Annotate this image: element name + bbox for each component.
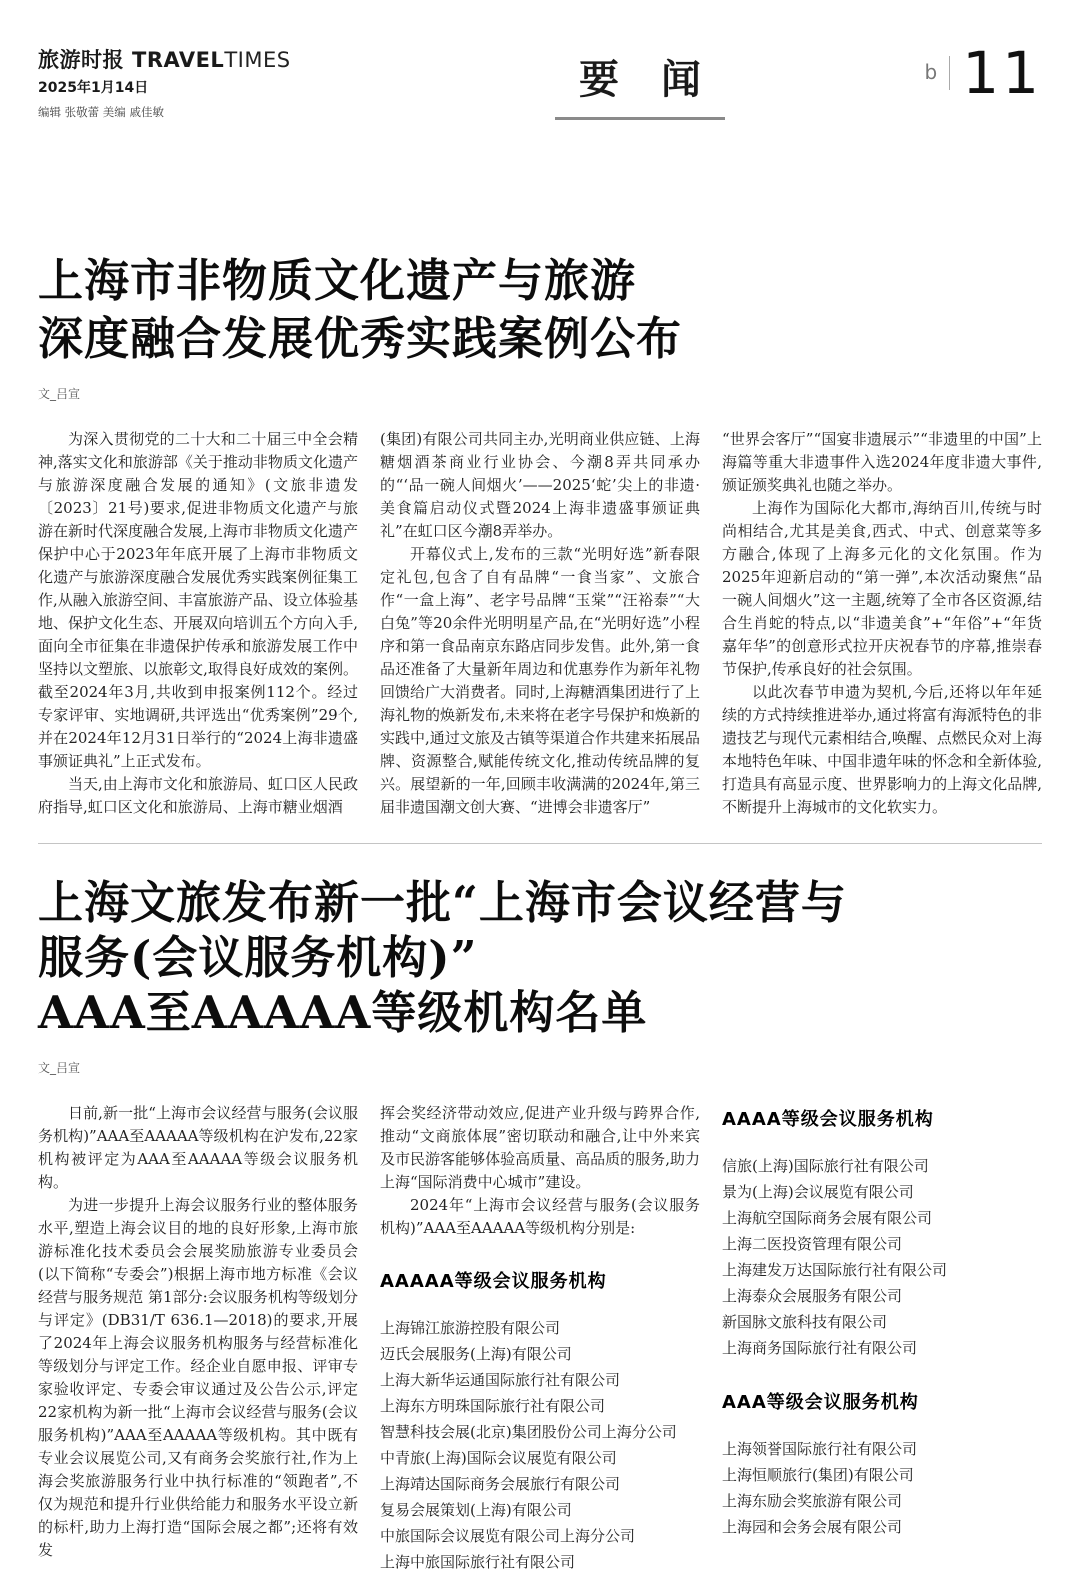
article1-column-2 xyxy=(380,428,700,819)
rating-heading-aaaaa: AAAAA等级会议服务机构 xyxy=(380,1270,607,1292)
company-list-item: 上海建发万达国际旅行社有限公司 xyxy=(722,1260,948,1279)
company-list-item: 中旅国际会议展览有限公司上海分公司 xyxy=(380,1526,636,1545)
paragraph: 为进一步提升上海会议服务行业的整体服务水平,塑造上海会议目的地的良好形象,上海市旅游标准化技术委员会会展奖励旅游专业委员会(以下简称“专委会”)根据上海市地方标准《会议经营与服务规范 第1部分:会议服务机构等级划分与评定》(DB31/T 636.1—2018)的要求,开展了2024年上海会议服务机构服务与经营标准化等级划分与评定工作。经企业自愿申报、评审专家验收评定、专委会审议通过及公告公示,评定22家机构为新一批“上海市会议经营与服务(会议服务机构)”AAA至AAAAA等级机构。其中既有专业会议展览公司,又有商务会奖旅行社,作为上海会奖旅游服务行业中执行标准的“领跑者”,不仅为规范和提升行业供给能力和服务水平设立新的标杆,助力上海打造“国际会展之都”;还将有效发 xyxy=(38,1195,358,1559)
article2-headline xyxy=(38,876,1042,1041)
paragraph: (集团)有限公司共同主办,光明商业供应链、上海糖烟酒茶商业行业协会、今潮8弄共同承办的“‘品一碗人间烟火’——2025‘蛇’尖上的非遗·美食篇启动仪式暨2024上海非遗盛事颁证典礼”在虹口区今潮8弄举办。 xyxy=(380,430,700,541)
company-list-item: 迈氏会展服务(上海)有限公司 xyxy=(380,1344,572,1363)
company-list-item: 上海靖达国际商务会展旅行有限公司 xyxy=(380,1474,621,1493)
company-list-item: 上海园和会务会展有限公司 xyxy=(722,1517,903,1536)
page-corner xyxy=(882,39,1042,107)
article1-column-1 xyxy=(38,428,358,819)
paragraph: “世界会客厅”“国宴非遗展示”“非遗里的中国”上海篇等重大非遗事件入选2024年度非遗大事件,颁证颁奖典礼也随之举办。 xyxy=(722,430,1042,495)
company-list-aaaa xyxy=(722,1153,1042,1361)
company-list-item: 上海二医投资管理有限公司 xyxy=(722,1234,903,1253)
brand-chinese: 旅游时报 xyxy=(38,48,124,72)
paragraph: 挥会奖经济带动效应,促进产业升级与跨界合作,推动“文商旅体展”密切联动和融合,让中外来宾及市民游客能够体验高质量、高品质的服务,助力上海“国际消费中心城市”建设。 xyxy=(380,1103,700,1191)
rating-heading-aaa: AAA等级会议服务机构 xyxy=(722,1391,919,1413)
company-list-aaa xyxy=(722,1436,1042,1540)
company-list-aaaaa xyxy=(380,1315,700,1575)
article2-column-2 xyxy=(380,1102,700,1575)
company-list-item: 上海东方明珠国际旅行社有限公司 xyxy=(380,1396,606,1415)
editors-credit: 编辑 张敬蕾 美编 戚佳敏 xyxy=(38,105,164,119)
section-underline xyxy=(555,117,725,120)
article2-byline: 文_吕宣 xyxy=(38,1060,81,1075)
corner-divider xyxy=(949,56,950,90)
company-list-item: 上海领誉国际旅行社有限公司 xyxy=(722,1439,918,1458)
brand-times: TIMES xyxy=(224,48,291,72)
company-list-item: 上海锦江旅游控股有限公司 xyxy=(380,1318,561,1337)
company-list-item: 上海中旅国际旅行社有限公司 xyxy=(380,1552,576,1571)
paragraph: 以此次春节申遗为契机,今后,还将以年年延续的方式持续推进举办,通过将富有海派特色的非遗技艺与现代元素相结合,唤醒、点燃民众对上海本地特色年味、中国非遗年味的怀念和全新体验,打造具有高显示度、世界影响力的上海文化品牌,不断提升上海城市的文化软实力。 xyxy=(722,683,1042,817)
article2-headline-line1: 上海文旅发布新一批“上海市会议经营与 xyxy=(38,876,847,930)
paragraph: 上海作为国际化大都市,海纳百川,传统与时尚相结合,尤其是美食,西式、中式、创意菜等多方融合,体现了上海多元化的文化氛围。作为2025年迎新启动的“第一弹”,本次活动聚焦“品一碗人间烟火”这一主题,统筹了全市各区资源,结合生肖蛇的特点,以“非遗美食”+“年俗”+“年货嘉年华”的创意形式拉开庆祝春节的序幕,推崇春节保护,传承良好的社会氛围。 xyxy=(722,499,1042,679)
article-conference-ratings xyxy=(38,876,1042,1575)
article1-byline: 文_吕宣 xyxy=(38,387,81,402)
paragraph: 2024年“上海市会议经营与服务(会议服务机构)”AAA至AAAAA等级机构分别是: xyxy=(380,1195,700,1237)
article2-headline-line3: AAA至AAAAA等级机构名单 xyxy=(38,985,648,1039)
company-list-item: 上海恒顺旅行(集团)有限公司 xyxy=(722,1465,914,1484)
company-list-item: 智慧科技会展(北京)集团股份公司上海分公司 xyxy=(380,1422,677,1441)
section-title: 要 闻 xyxy=(579,57,715,103)
company-list-item: 景为(上海)会议展览有限公司 xyxy=(722,1182,914,1201)
page-number: 11 xyxy=(962,39,1042,107)
brand-line xyxy=(38,44,398,74)
paragraph: 当天,由上海市文化和旅游局、虹口区人民政府指导,虹口区文化和旅游局、上海市糖业烟酒 xyxy=(38,775,358,817)
article-nonheritage xyxy=(38,252,1042,819)
article2-column-1 xyxy=(38,1102,358,1575)
company-list-item: 复易会展策划(上海)有限公司 xyxy=(380,1500,572,1519)
company-list-item: 信旅(上海)国际旅行社有限公司 xyxy=(722,1156,929,1175)
rating-heading-aaaa: AAAA等级会议服务机构 xyxy=(722,1108,934,1130)
company-list-item: 新国脉文旅科技有限公司 xyxy=(722,1312,888,1331)
article2-body xyxy=(38,1102,1042,1575)
paragraph: 为深入贯彻党的二十大和二十届三中全会精神,落实文化和旅游部《关于推动非物质文化遗产与旅游深度融合发展的通知》(文旅非遗发〔2023〕21号)要求,促进非物质文化遗产与旅游在新时代深度融合发展,上海市非物质文化遗产保护中心于2023年年底开展了上海市非物质文化遗产与旅游深度融合发展优秀实践案例征集工作,从融入旅游空间、丰富旅游产品、设立体验基地、保护文化生态、开展双向培训五个方向入手,面向全市征集在非遗保护传承和旅游发展工作中坚持以文塑旅、以旅彰文,取得良好成效的案例。截至2024年3月,共收到申报案例112个。经过专家评审、实地调研,共评选出“优秀案例”29个,并在2024年12月31日举行的“2024上海非遗盛事颁证典礼”上正式发布。 xyxy=(38,430,358,771)
article-divider-rule xyxy=(38,843,1042,844)
article1-headline-line1: 上海市非物质文化遗产与旅游 xyxy=(38,254,637,307)
article1-headline xyxy=(38,252,1042,367)
article2-headline-line2: 服务(会议服务机构)” xyxy=(38,931,478,985)
section-header xyxy=(398,48,882,120)
company-list-item: 上海航空国际商务会展有限公司 xyxy=(722,1208,933,1227)
issue-date: 2025年1月14日 xyxy=(38,80,149,96)
edition-letter: b xyxy=(924,60,938,84)
brand-travel: TRAVEL xyxy=(132,48,225,72)
company-list-item: 中青旅(上海)国际会议展览有限公司 xyxy=(380,1448,617,1467)
page-header xyxy=(38,39,1042,130)
company-list-item: 上海大新华运通国际旅行社有限公司 xyxy=(380,1370,621,1389)
company-list-item: 上海商务国际旅行社有限公司 xyxy=(722,1338,918,1357)
article1-headline-line2: 深度融合发展优秀实践案例公布 xyxy=(38,311,683,365)
paragraph: 开幕仪式上,发布的三款“光明好选”新春限定礼包,包含了自有品牌“一食当家”、文旅合作“一盒上海”、老字号品牌“玉棠”“汪裕泰”“大白兔”等20余件光明明星产品,在“光明好选”小程序和第一食品南京东路店同步发售。此外,第一食品还准备了大量新年周边和优惠券作为新年礼物回馈给广大消费者。同时,上海糖酒集团进行了上海礼物的焕新发布,未来将在老字号保护和焕新的实践中,通过文旅及古镇等渠道合作共建来拓展品牌、资源整合,赋能传统文化,推动传统品牌的复兴。展望新的一年,回顾丰收满满的2024年,第三届非遗国潮文创大赛、“进博会非遗客厅” xyxy=(380,545,700,817)
paragraph: 日前,新一批“上海市会议经营与服务(会议服务机构)”AAA至AAAAA等级机构在沪发布,22家机构被评定为AAA至AAAAA等级会议服务机构。 xyxy=(38,1103,358,1191)
company-list-item: 上海东励会奖旅游有限公司 xyxy=(722,1491,903,1510)
article1-column-3 xyxy=(722,428,1042,819)
article2-column-3 xyxy=(722,1102,1042,1575)
masthead xyxy=(38,44,398,120)
company-list-item: 上海泰众会展服务有限公司 xyxy=(722,1286,903,1305)
article1-body xyxy=(38,428,1042,819)
